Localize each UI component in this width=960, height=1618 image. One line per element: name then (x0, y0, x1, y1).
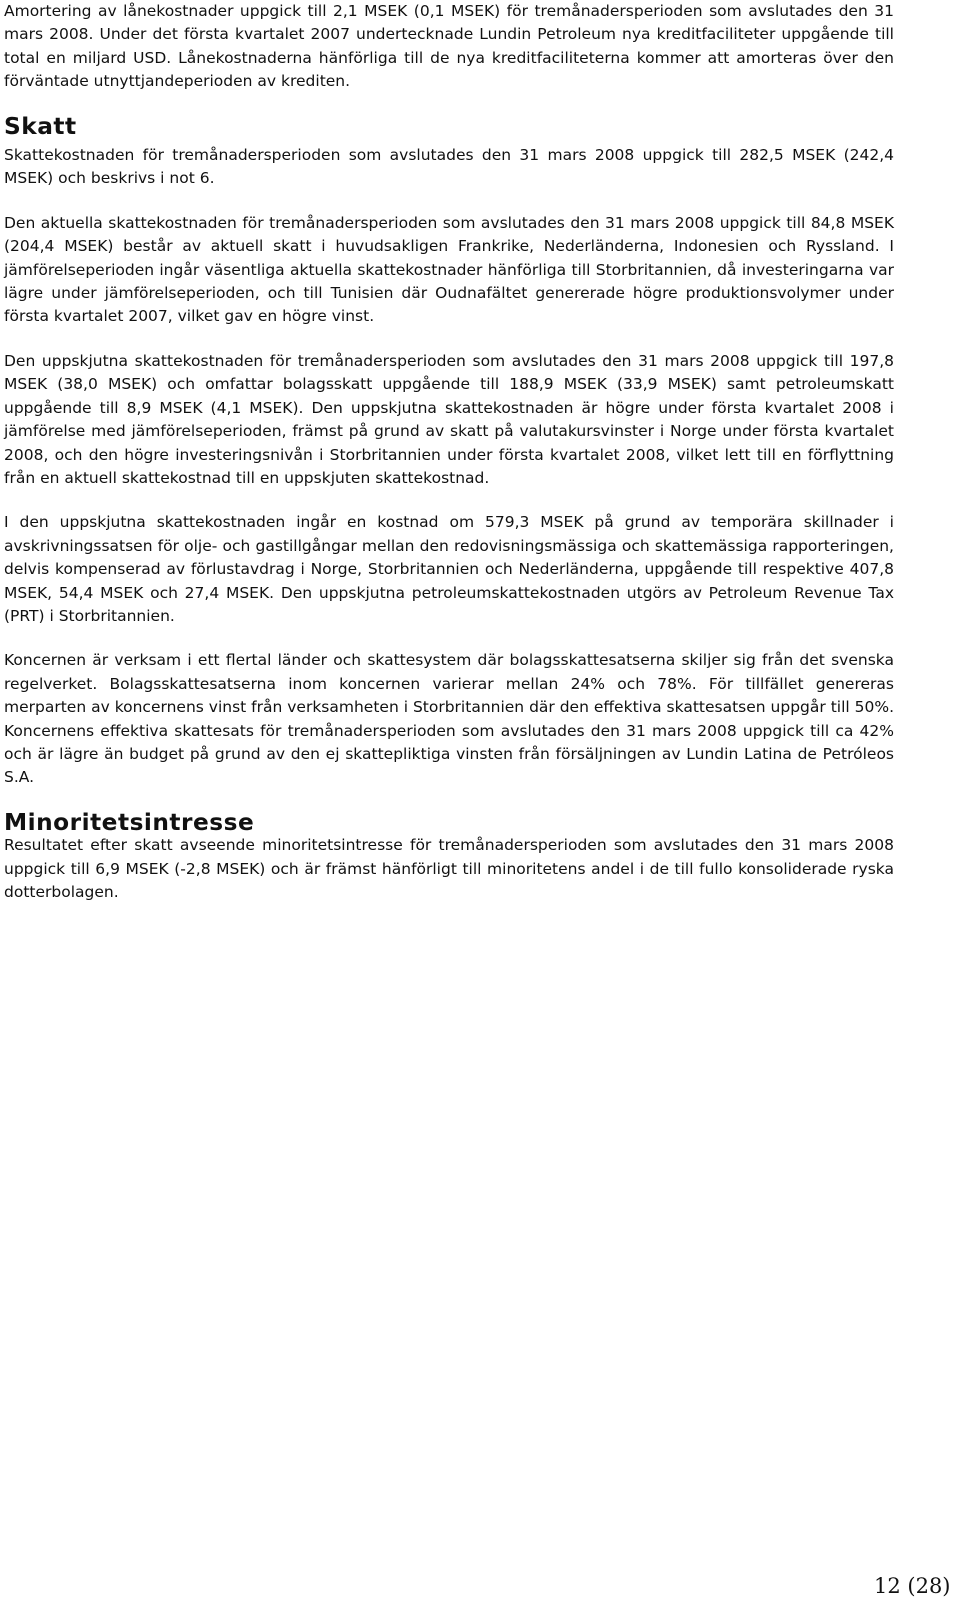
paragraph-minoritetsintresse: Resultatet efter skatt avseende minoritetsintresse för tremånadersperioden som avslutades den 31 mars 2008 uppgick till 6,9 MSEK (-2,8 MSEK) och är främst hänförligt till minoritetens andel i de till fullo konsoliderade ryska dotterbolagen. (4, 836, 894, 901)
document-page (4, 0, 894, 904)
paragraph-aktuell-skatt: Den aktuella skattekostnaden för tremånadersperioden som avslutades den 31 mars 2008 uppgick till 84,8 MSEK (204,4 MSEK) består av aktuell skatt i huvudsakligen Frankrike, Nederländerna, Indonesien och Ryssland. I jämförelseperioden ingår väsentliga aktuella skattekostnader hänförliga till Storbritannien, då investeringarna var lägre under jämförelseperioden, och till Tunisien där Oudnafältet genererade högre produktionsvolymer under första kvartalet 2007, vilket gav en högre vinst. (4, 213, 894, 326)
page-number: 12 (28) (874, 1574, 951, 1598)
section-heading-minoritetsintresse: Minoritetsintresse (4, 808, 255, 836)
paragraph-temporara-skillnader: I den uppskjutna skattekostnaden ingår en kostnad om 579,3 MSEK på grund av temporära skillnader i avskrivningssatsen för olje- och gastillgångar mellan den redovisningsmässiga och skattemässiga rapporteringen, delvis kompenserad av förlustavdrag i Norge, Storbritannien och Nederländerna, uppgående till respektive 407,8 MSEK, 54,4 MSEK och 27,4 MSEK. Den uppskjutna petroleumskattekostnaden utgörs av Petroleum Revenue Tax (PRT) i Storbritannien. (4, 513, 894, 625)
section-heading-skatt: Skatt (4, 112, 77, 140)
paragraph-uppskjuten-skatt: Den uppskjutna skattekostnaden för tremånadersperioden som avslutades den 31 mars 2008 uppgick till 197,8 MSEK (38,0 MSEK) och omfattar bolagsskatt uppgående till 188,9 MSEK (33,9 MSEK) samt petroleumskatt uppgående till 8,9 MSEK (4,1 MSEK). Den uppskjutna skattekostnaden är högre under första kvartalet 2008 i jämförelse med jämförelseperioden, främst på grund av skatt på valutakursvinster i Norge under första kvartalet 2008, och den högre investeringsnivån i Storbritannien under första kvartalet 2008, vilket lett till en förflyttning från en aktuell skattekostnad till en uppskjuten skattekostnad. (4, 351, 894, 487)
paragraph-skattesatser: Koncernen är verksam i ett flertal länder och skattesystem där bolagsskattesatserna skiljer sig från det svenska regelverket. Bolagsskattesatserna inom koncernen varierar mellan 24% och 78%. För tillfället genereras merparten av koncernens vinst från verksamheten i Storbritannien där den effektiva skattesatsen uppgår till 50%. Koncernens effektiva skattesats för tremånadersperioden som avslutades den 31 mars 2008 uppgick till ca 42% och är lägre än budget på grund av den ej skattepliktiga vinsten från försäljningen av Lundin Latina de Petróleos S.A. (4, 651, 894, 787)
paragraph-amortering: Amortering av lånekostnader uppgick till 2,1 MSEK (0,1 MSEK) för tremånadersperioden som avslutades den 31 mars 2008. Under det första kvartalet 2007 undertecknade Lundin Petroleum nya kreditfaciliteter uppgående till total en miljard USD. Lånekostnaderna hänförliga till de nya kreditfaciliteterna kommer att amorteras över den förväntade utnyttjandeperioden av krediten. (4, 2, 894, 91)
paragraph-skattekostnad: Skattekostnaden för tremånadersperioden som avslutades den 31 mars 2008 uppgick till 282,5 MSEK (242,4 MSEK) och beskrivs i not 6. (4, 146, 894, 188)
